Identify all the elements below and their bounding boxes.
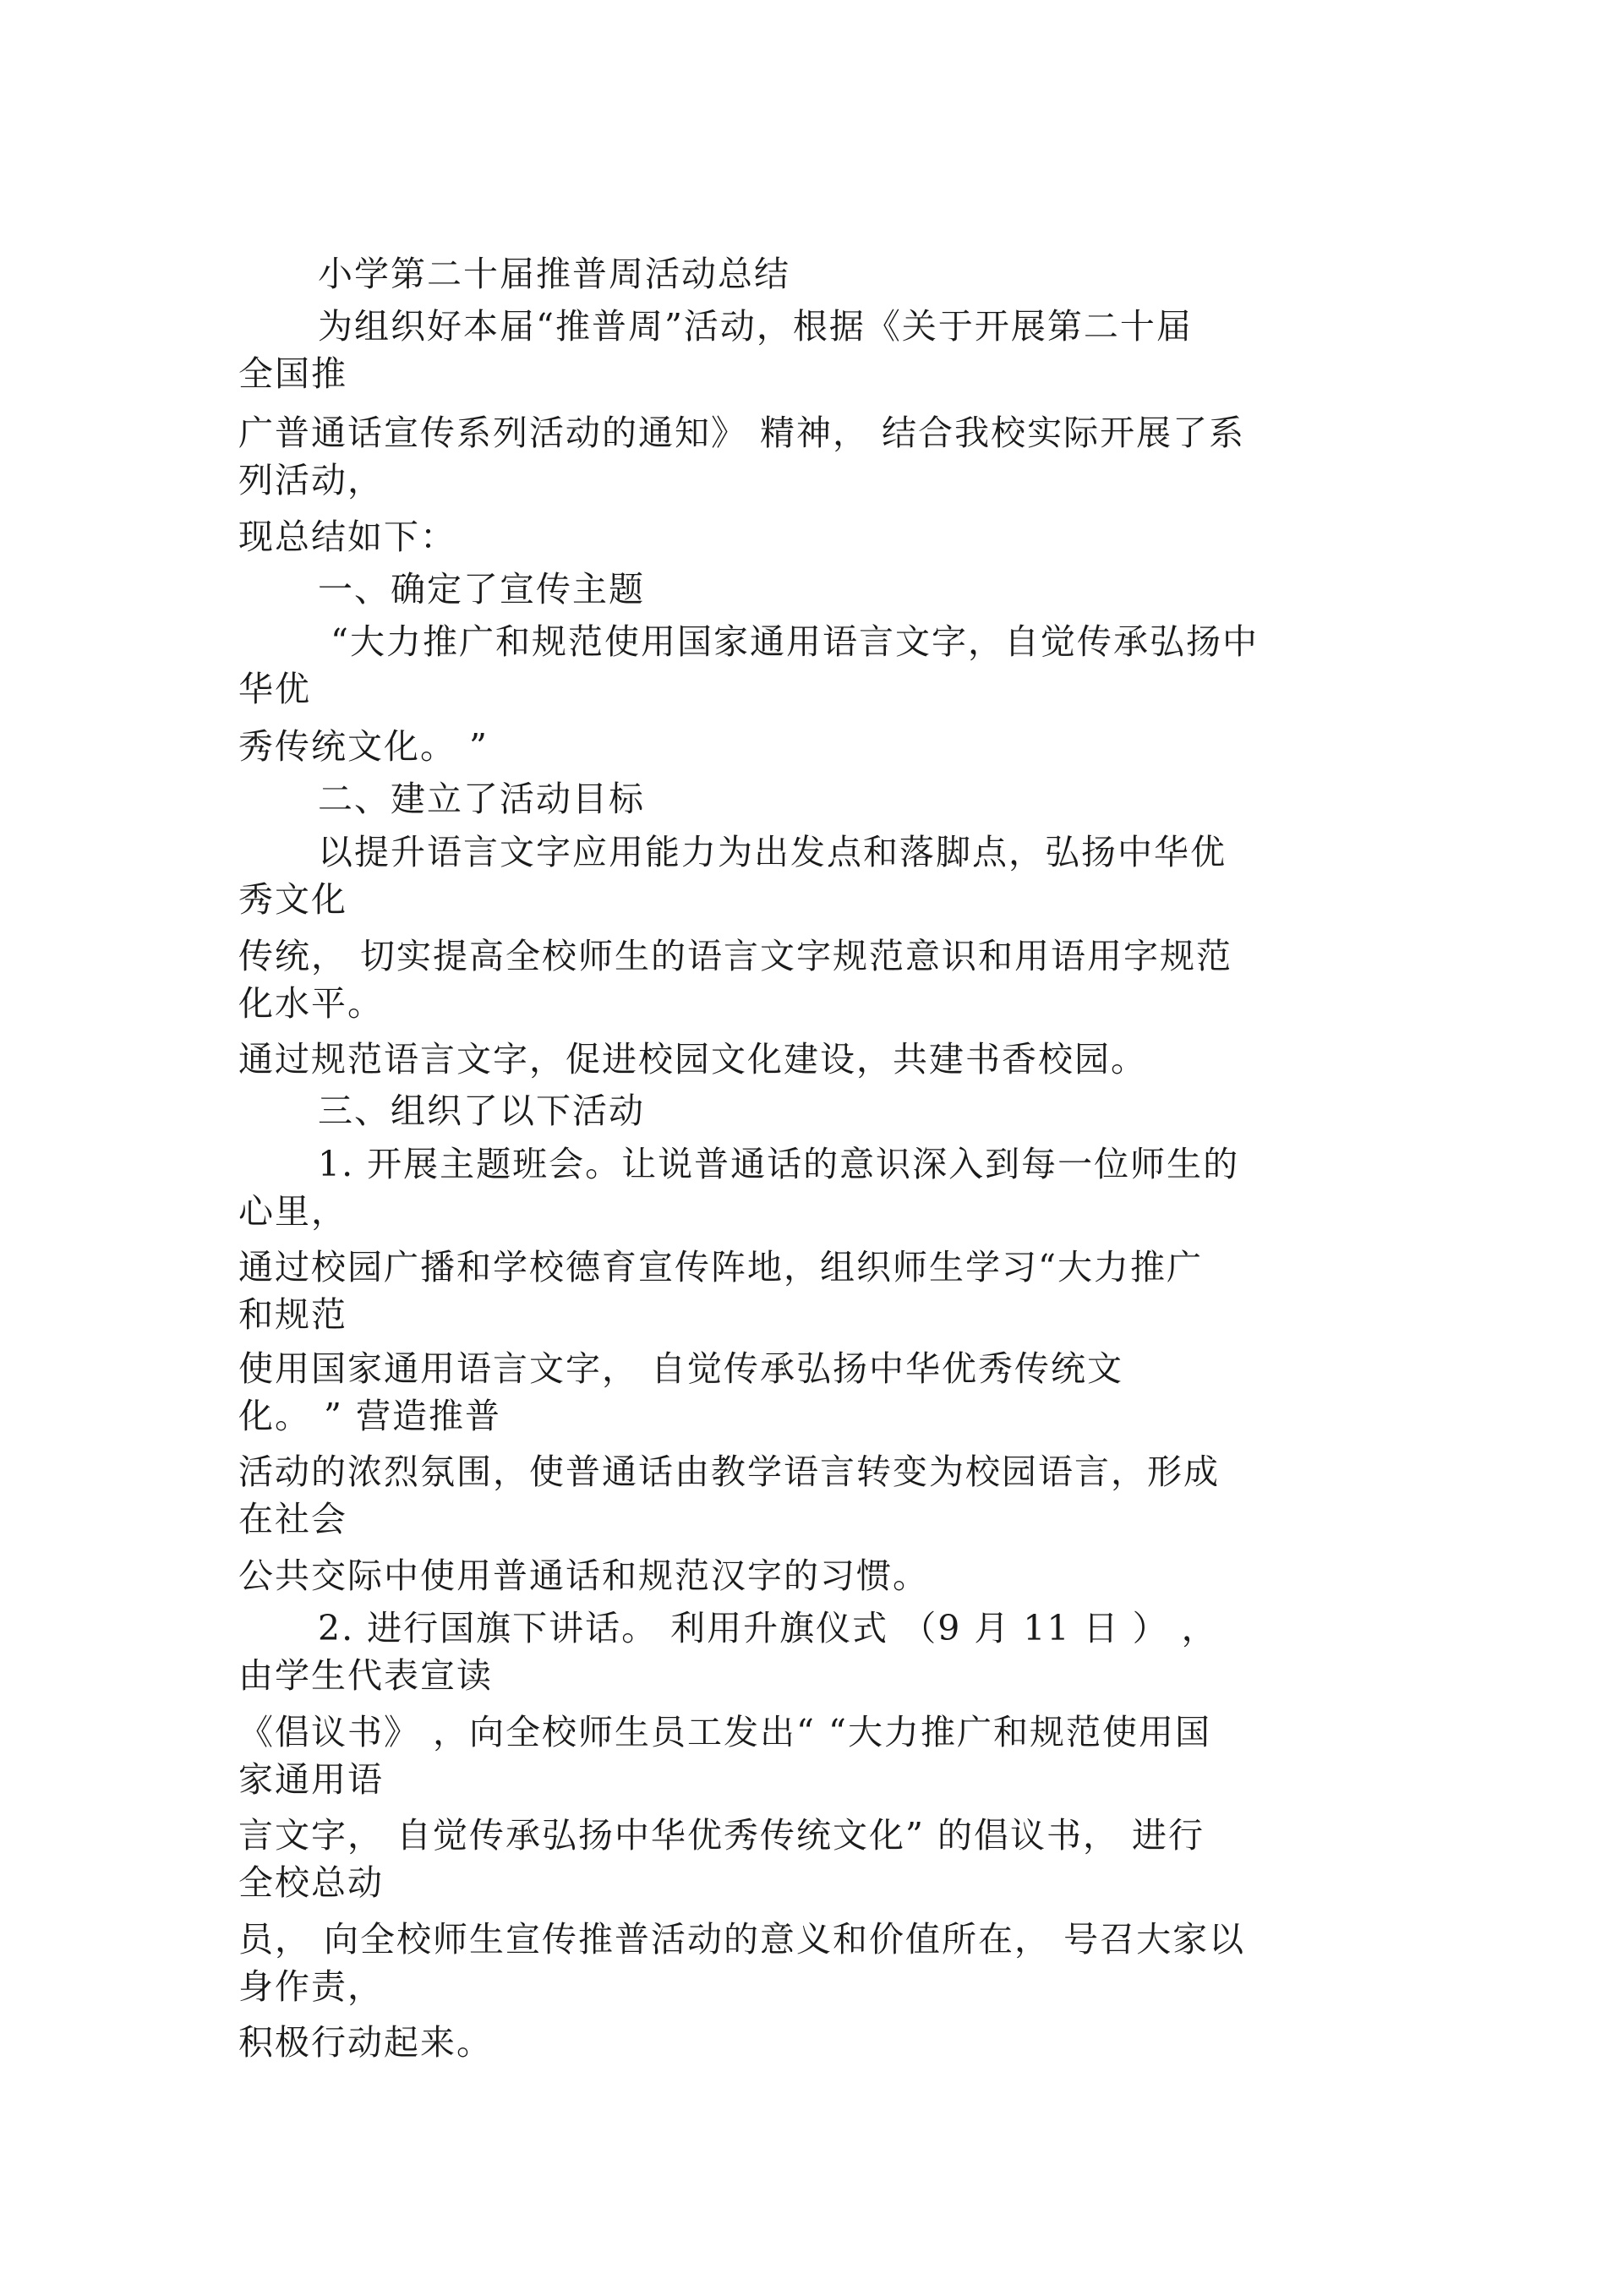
text-line: 通过规范语言文字，促进校园文化建设，共建书香校园。 [238,1039,1147,1080]
text-line: 由学生代表宣读 [238,1655,493,1696]
document-title: 小学第二十届推普周活动总结 [318,254,790,294]
section-heading: 一、确定了宣传主题 [318,569,645,610]
text-line: 为组织好本届“推普周”活动，根据《关于开展第二十届 [318,306,1193,347]
text-line: 全国推 [238,353,347,394]
text-line: 秀文化 [238,879,347,920]
text-line: 家通用语 [238,1759,384,1800]
text-line: 身作责， [238,1966,384,2007]
text-line: 在社会 [238,1499,347,1539]
text-line: 活动的浓烈氛围，使普通话由教学语言转变为校园语言，形成 [238,1451,1220,1492]
text-line: 列活动， [238,460,384,500]
text-line: 现总结如下： [238,517,456,557]
text-line: 公共交际中使用普通话和规范汉字的习惯。 [238,1555,929,1596]
text-line: 化水平。 [238,983,384,1024]
text-line: 以提升语言文字应用能力为出发点和落脚点，弘扬中华优 [318,832,1227,872]
text-line: 通过校园广播和学校德育宣传阵地，组织师生学习“大力推广 [238,1247,1203,1287]
text-line: 传统， 切实提高全校师生的语言文字规范意识和用语用字规范 [238,936,1233,976]
section-heading: 三、组织了以下活动 [318,1091,645,1131]
text-line: 使用国家通用语言文字， 自觉传承弘扬中华优秀传统文 [238,1348,1124,1389]
text-line: 员， 向全校师生宣传推普活动的意义和价值所在， 号召大家以 [238,1919,1246,1960]
section-heading: 二、建立了活动目标 [318,779,645,819]
text-line: “大力推广和规范使用国家通用语言文字，自觉传承弘扬中 [318,621,1259,662]
text-line: 广普通话宣传系列活动的通知》 精神， 结合我校实际开展了系 [238,413,1246,453]
text-line: 化。 ” 营造推普 [238,1396,502,1436]
text-line: 秀传统文化。 ” [238,726,489,767]
text-line: 华优 [238,669,311,709]
text-line: 《倡议书》 ，向全校师生员工发出“ “大力推广和规范使用国 [238,1712,1211,1752]
text-line: 心里， [238,1191,347,1232]
text-line: 言文字， 自觉传承弘扬中华优秀传统文化” 的倡议书， 进行 [238,1815,1205,1856]
text-line: 积极行动起来。 [238,2022,493,2063]
text-line: 全校总动 [238,1862,384,1903]
text-line: 和规范 [238,1294,347,1335]
text-line: 1. 开展主题班会。让说普通话的意识深入到每一位师生的 [318,1144,1240,1184]
text-line: 2. 进行国旗下讲话。 利用升旗仪式 （9 月 11 日 ） ， [318,1608,1218,1648]
